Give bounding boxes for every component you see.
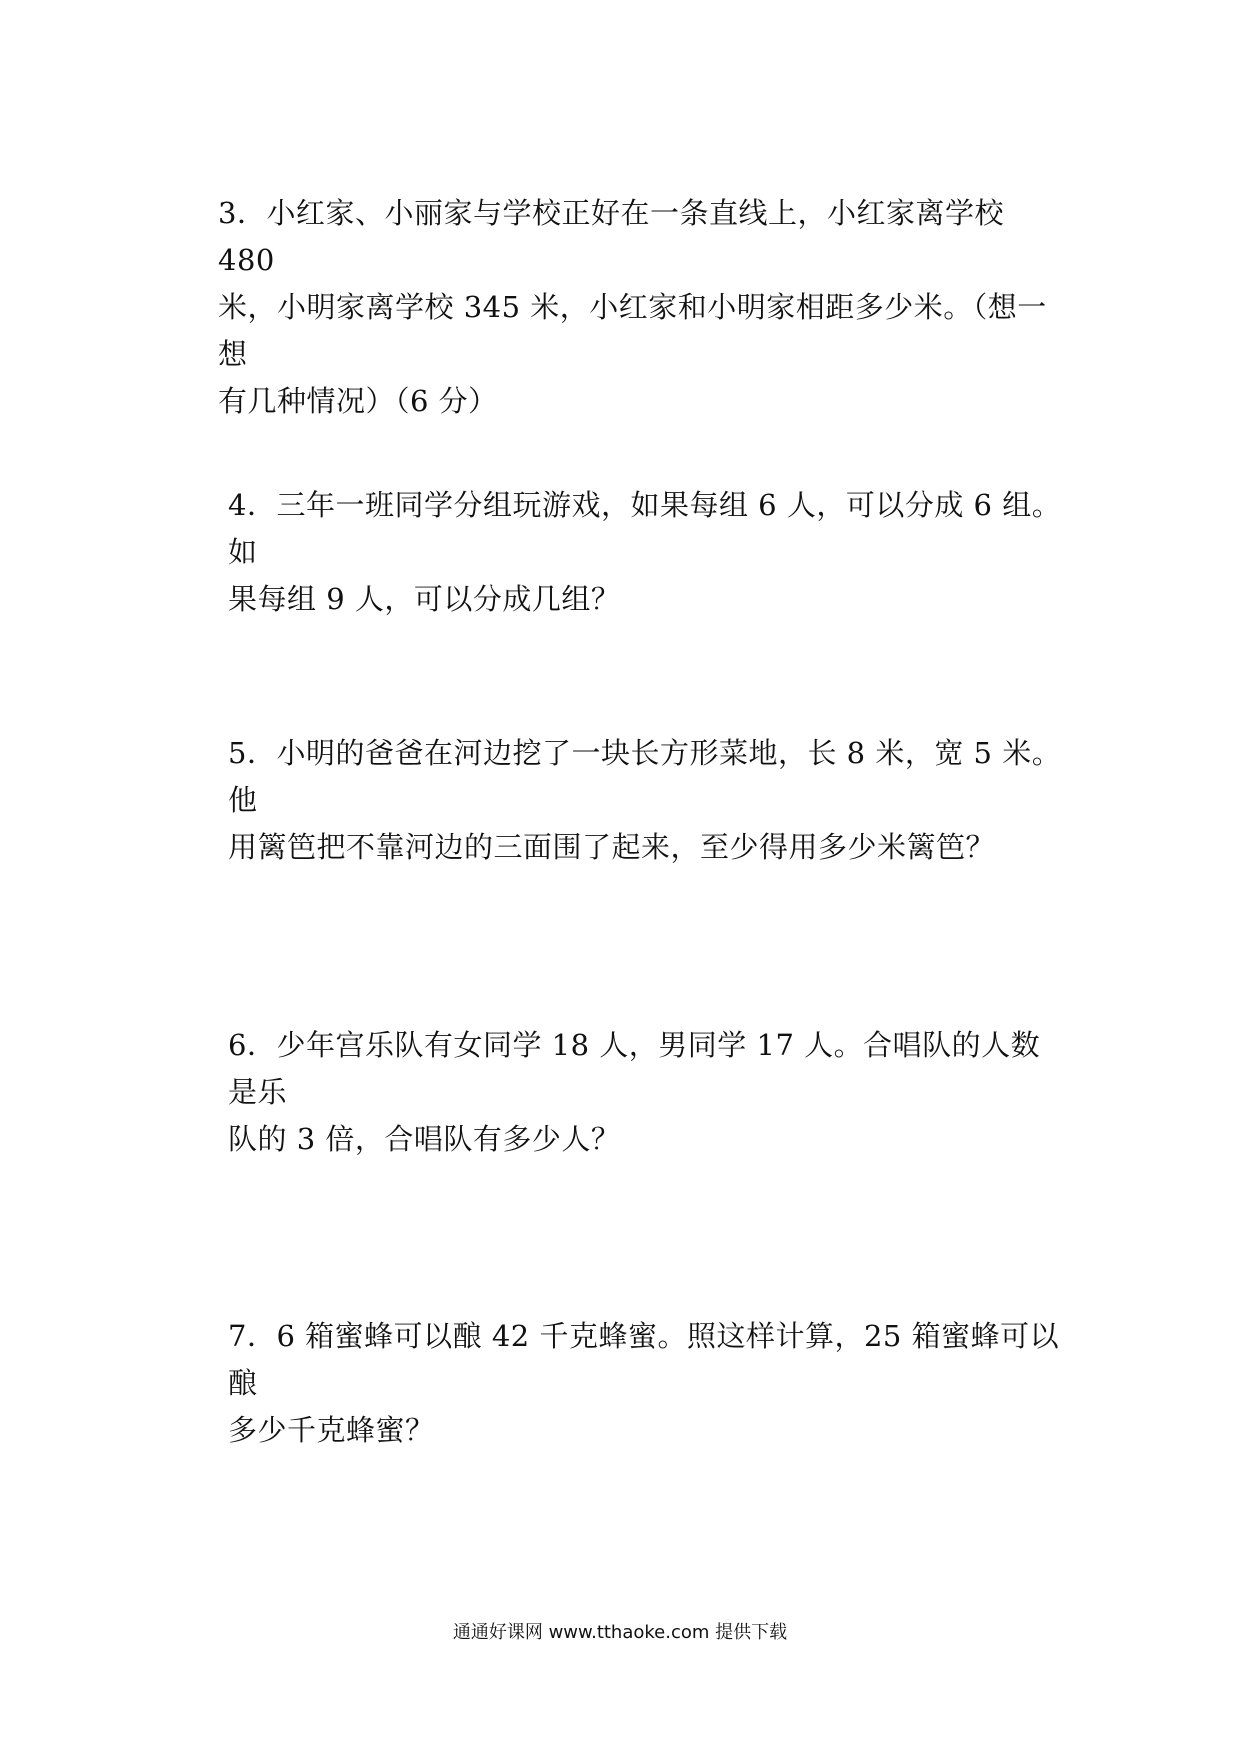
problem-4: 4．三年一班同学分组玩游戏，如果每组 6 人，可以分成 6 组。如 果每组 9 人，可以分成几组？ xyxy=(228,488,1062,616)
page-footer: 通通好课网 www.tthaoke.com 提供下载 xyxy=(452,1622,788,1643)
problem-3: 3．小红家、小丽家与学校正好在一条直线上，小红家离学校 480 米，小明家离学校 345 米，小红家和小明家相距多少米。（想一想 有几种情况）（6 分） xyxy=(218,196,1047,418)
problem-6: 6．少年宫乐队有女同学 18 人，男同学 17 人。合唱队的人数是乐 队的 3 倍，合唱队有多少人？ xyxy=(228,1028,1041,1156)
problem-5: 5．小明的爸爸在河边挖了一块长方形菜地，长 8 米，宽 5 米。他 用篱笆把不靠河边的三面围了起来，至少得用多少米篱笆？ xyxy=(228,736,1062,864)
problem-7: 7．6 箱蜜蜂可以酿 42 千克蜂蜜。照这样计算，25 箱蜜蜂可以酿 多少千克蜂蜜？ xyxy=(228,1319,1060,1447)
